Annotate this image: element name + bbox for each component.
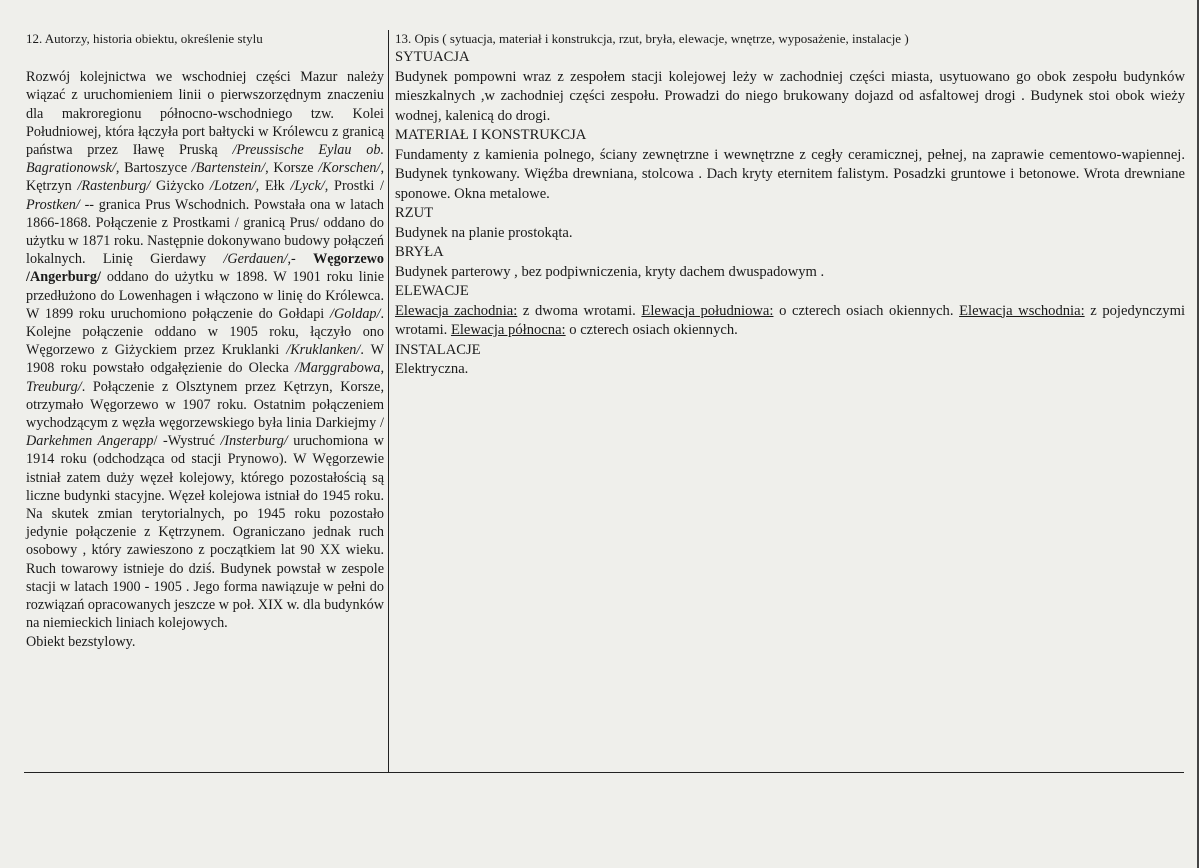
- history-segment: , Bartoszyce: [115, 160, 192, 177]
- section-text-material: Fundamenty z kamienia polnego, ściany zewnętrzne i wewnętrzne z cegły ceramicznej, pełnej, na zaprawie cementowo-wapiennej. Budynek tynkowany. Więźba drewniana, stolcowa . Dach kryty eternitem falistym. Posadzki gruntowe i betonowe. Wrota drewniane sponowe. Okna metalowe.: [395, 146, 1185, 202]
- description-column: [395, 30, 1185, 380]
- elevation-east-text: z pojedynczymi wrotami.: [395, 302, 1185, 338]
- elevation-north-text: o czterech osiach okiennych.: [565, 322, 738, 338]
- section-text-instalacje: Elektryczna.: [395, 361, 469, 377]
- history-text: [26, 68, 384, 632]
- history-segment: oddano do użytku w 1898. W 1901 roku linie przedłużono do Lowenhagen i włączono w linię do Królewca. W 1899 roku uruchomiono połączenie do Gołdapi: [26, 269, 384, 322]
- section-title-bryla: BRYŁA: [395, 244, 444, 260]
- history-segment: ,-: [287, 251, 314, 268]
- history-segment: -- granica Prus Wschodnich. Powstała ona w latach 1866-1868. Połączenie z Prostkami / granicą Prus/ oddano do użytku w 1871 roku. Następnie dokonywano budowy połączeń lokalnych. Linię Gierdawy: [26, 196, 384, 268]
- elevation-west-label: Elewacja zachodnia:: [395, 302, 518, 319]
- history-segment: . Połączenie z Olsztynem przez Kętrzyn, Korsze, otrzymało Węgorzewo w 1907 roku. Ostatnim połączeniem wychodzącym z węzła węgorzewskiego była linia Darkiejmy /: [26, 378, 384, 432]
- history-segment: , Korsze: [265, 160, 319, 177]
- elevation-south-text: o czterech osiach okiennych.: [773, 302, 960, 319]
- history-segment: /Preussische Eylau ob. Bagrationowsk/: [26, 142, 385, 177]
- history-segment: /Kruklanken/: [286, 342, 361, 359]
- elevation-north-label: Elewacja północna:: [450, 322, 566, 338]
- history-segment: /Lyck/: [290, 178, 325, 195]
- history-segment: , Ełk: [255, 178, 291, 195]
- history-segment: Darkehmen Angerapp: [26, 433, 154, 450]
- history-segment: Prostken/: [26, 196, 80, 213]
- section-title-material: MATERIAŁ I KONSTRUKCJA: [395, 127, 587, 143]
- section-text-sytuacja: Budynek pompowni wraz z zespołem stacji kolejowej leży w zachodniej części miasta, usytuowano go obok zespołu budynków mieszkalnych ,w zachodniej części zespołu. Prowadzi do niego brukowany dojazd od asfaltowej drogi . Budynek stoi obok wieży wodnej, kalenicą do drogi.: [395, 68, 1185, 124]
- history-segment: Węgorzewo /Angerburg/: [26, 251, 384, 286]
- history-segment: /Korschen/: [318, 160, 381, 177]
- elevation-south-label: Elewacja południowa:: [641, 302, 774, 319]
- history-segment: . W 1908 roku powstało odgałęzienie do Olecka: [26, 342, 384, 377]
- section-title-sytuacja: SYTUACJA: [395, 49, 470, 65]
- section-text-elewacje: [395, 302, 1185, 341]
- section-text-bryla: Budynek parterowy , bez podpiwniczenia, kryty dachem dwuspadowym .: [395, 263, 825, 280]
- section-title-elewacje: ELEWACJE: [395, 283, 469, 299]
- description-heading: 13. Opis ( sytuacja, materiał i konstrukcja, rzut, bryła, elewacje, wnętrze, wyposażenie, instalacje ): [395, 31, 909, 46]
- style-note: Obiekt bezstylowy.: [26, 633, 136, 650]
- history-heading: 12. Autorzy, historia obiektu, określenie stylu: [26, 31, 263, 46]
- history-segment: /Gerdauen/: [223, 251, 288, 268]
- bottom-rule: [24, 772, 1184, 773]
- history-segment: /Goldap/: [330, 305, 381, 322]
- elevation-east-label: Elewacja wschodnia:: [959, 302, 1085, 319]
- history-column: [26, 30, 384, 651]
- section-title-instalacje: INSTALACJE: [395, 341, 481, 358]
- history-segment: uruchomiona w 1914 roku (odchodząca od stacji Prynowo). W Węgorzewie istniał zatem duży węzeł kolejowy, którego pozostałością są liczne budynki stacyjne. Węzeł kolejowa istniał do 1945 roku. Na skutek zmian terytorialnych, po 1945 roku pozostało jedynie połączenie z Kętrzynem. Ograniczano jednak ruch osobowy , który zawieszono z początkiem lat 90 XX wieku. Ruch towarowy istnieje do dziś. Budynek powstał w zespole stacji w latach 1900 - 1905 . Jego forma nawiązuje w pełni do rozwiązań opracowanych jeszcze w poł. XIX w. dla budynków na niemieckich liniach kolejowych.: [26, 433, 384, 632]
- history-segment: , Prostki /: [324, 178, 384, 195]
- history-segment: /Rastenburg/: [77, 178, 151, 195]
- history-segment: /Bartenstein/: [191, 160, 266, 177]
- history-segment: . Kolejne połączenie oddano w 1905 roku, łączyło ono Węgorzewo z Giżyckiem przez Kruklanki: [26, 305, 384, 359]
- elevation-west-text: z dwoma wrotami.: [517, 302, 642, 319]
- section-text-rzut: Budynek na planie prostokąta.: [395, 224, 573, 241]
- column-divider: [388, 30, 389, 772]
- history-segment: Giżycko: [150, 178, 210, 195]
- history-segment: , Kętrzyn: [26, 160, 384, 195]
- history-segment: /Marggrabowa, Treuburg/: [26, 360, 384, 395]
- history-segment: / -Wystruć: [153, 433, 221, 450]
- history-segment: /Insterburg/: [220, 433, 288, 450]
- section-title-rzut: RZUT: [395, 205, 434, 221]
- history-segment: /Lotzen/: [209, 178, 256, 195]
- history-segment: Rozwój kolejnictwa we wschodniej części Mazur należy wiązać z uruchomieniem linii o pierwszorzędnym znaczeniu dla makroregionu północno-wschodniego tzw. Kolei Południowej, która łączyła port bałtycki w Królewcu z granicą państwa przez Iławę Pruską: [26, 69, 384, 159]
